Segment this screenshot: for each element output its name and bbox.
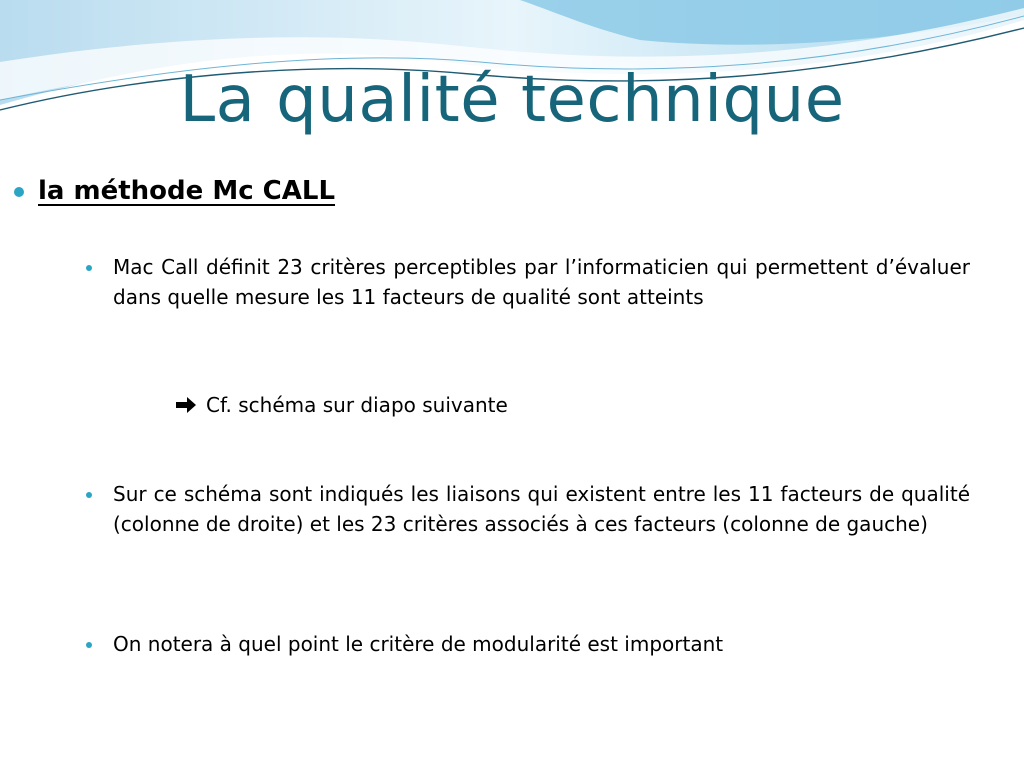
bullet-dot-icon: [14, 187, 24, 197]
sub-bullet-2: [86, 479, 970, 539]
sub-bullet-3: [86, 629, 970, 659]
right-arrow-icon: [174, 396, 198, 414]
bullet-dot-icon: [86, 642, 92, 648]
sub-bullet-1: [86, 252, 970, 312]
reference-line: [174, 390, 508, 420]
bullet-dot-icon: [86, 492, 92, 498]
bullet-dot-icon: [86, 265, 92, 271]
sub-bullet-text-2: Sur ce schéma sont indiqués les liaisons qui existent entre les 11 facteurs de qualité (colonne de droite) et les 23 critères associés à ces facteurs (colonne de gauche): [113, 482, 970, 536]
slide-title: La qualité technique: [179, 63, 845, 137]
reference-text: Cf. schéma sur diapo suivante: [206, 393, 508, 417]
sub-bullet-text-1: Mac Call définit 23 critères perceptibles par l’informaticien qui permettent d’évaluer dans quelle mesure les 11 facteurs de qualité sont atteints: [113, 255, 970, 309]
sub-bullet-text-3: On notera à quel point le critère de modularité est important: [113, 632, 724, 656]
main-bullet: [14, 172, 335, 210]
main-bullet-text: la méthode Mc CALL: [38, 176, 336, 206]
